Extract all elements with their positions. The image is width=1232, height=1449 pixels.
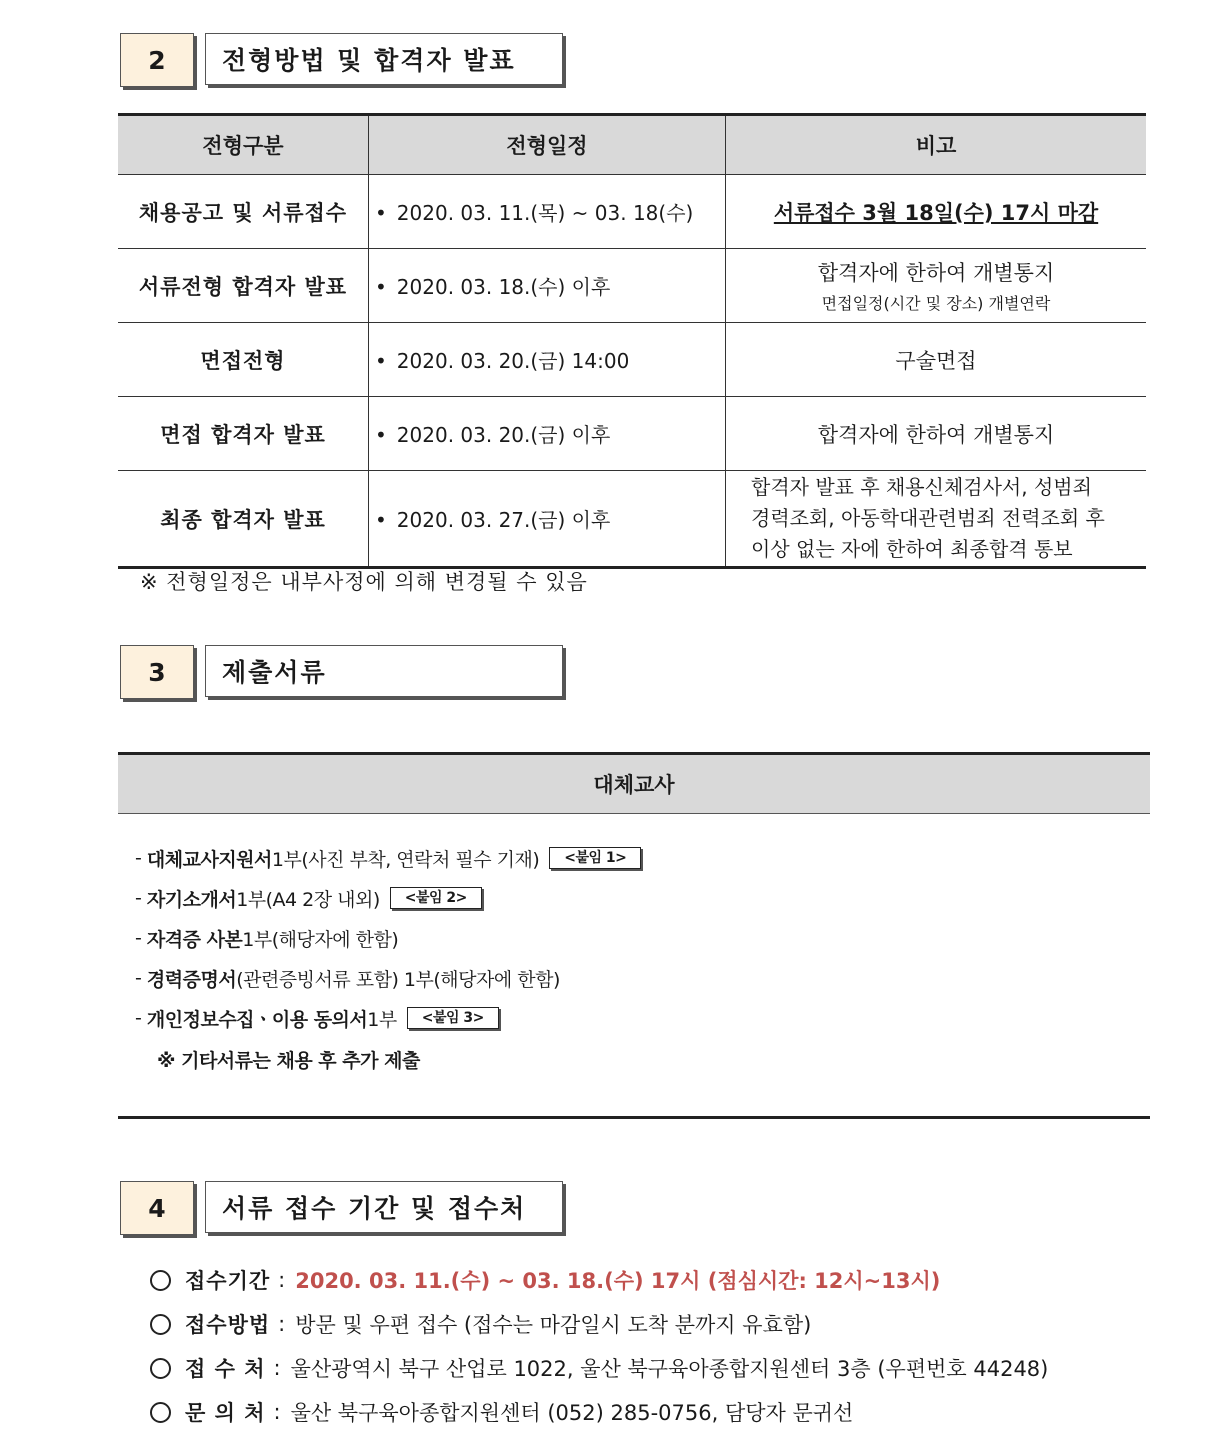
table-row <box>118 323 1146 397</box>
info-row <box>150 1390 1048 1434</box>
info-separator: : <box>273 1356 281 1380</box>
document-name: 개인정보수집ㆍ이용 동의서 <box>146 1008 368 1031</box>
list-item: - 대체교사지원서 1부(사진 부착, 연락처 필수 기재) <붙임 1> <box>135 838 641 878</box>
info-separator: : <box>273 1400 281 1424</box>
document-name: 자기소개서 <box>146 888 237 911</box>
list-item: - 개인정보수집ㆍ이용 동의서 1부 <붙임 3> <box>135 998 641 1038</box>
list-item: - 자격증 사본 1부(해당자에 한함) <box>135 918 641 958</box>
section-number: 4 <box>120 1181 194 1235</box>
circle-bullet-icon <box>150 1402 171 1423</box>
date-cell: • 2020. 03. 11.(목) ~ 03. 18(수) <box>369 175 726 249</box>
section-title: 서류 접수 기간 및 접수처 <box>205 1181 563 1233</box>
date-text: 2020. 03. 11.(목) ~ 03. 18(수) <box>396 201 694 225</box>
info-separator: : <box>278 1268 286 1292</box>
info-value: 방문 및 우편 접수 (접수는 마감일시 도착 분까지 유효함) <box>295 1313 812 1337</box>
section-divider <box>118 1116 1150 1119</box>
info-label: 접수방법 <box>185 1313 271 1337</box>
stage-cell: 서류전형 합격자 발표 <box>118 249 369 323</box>
schedule-footnote: ※ 전형일정은 내부사정에 의해 변경될 수 있음 <box>140 570 588 594</box>
note-text: 서류접수 3월 18일(수) 17시 마감 <box>773 200 1099 225</box>
list-item: - 경력증명서 (관련증빙서류 포함) 1부(해당자에 한함) <box>135 958 641 998</box>
document-name: 대체교사지원서 <box>146 848 272 871</box>
info-label: 접 수 처 <box>185 1357 266 1381</box>
section-title: 제출서류 <box>205 645 563 697</box>
info-label: 문 의 처 <box>185 1401 266 1425</box>
note-cell <box>726 397 1147 471</box>
date-text: 2020. 03. 20.(금) 14:00 <box>396 349 630 373</box>
info-separator: : <box>278 1312 286 1336</box>
date-cell: • 2020. 03. 20.(금) 이후 <box>369 397 726 471</box>
document-detail: 1부(사진 부착, 연락처 필수 기재) <box>271 848 540 871</box>
document-detail: 1부(해당자에 한함) <box>242 928 399 951</box>
info-row <box>150 1302 1048 1346</box>
note-cell <box>726 471 1147 568</box>
date-text: 2020. 03. 18.(수) 이후 <box>396 275 611 299</box>
circle-bullet-icon <box>150 1270 171 1291</box>
stage-cell: 최종 합격자 발표 <box>118 471 369 568</box>
note-cell <box>726 249 1147 323</box>
additional-documents-note: ※ 기타서류는 채용 후 추가 제출 <box>157 1049 420 1072</box>
info-value: 울산 북구육아종합지원센터 (052) 285-0756, 담당자 문귀선 <box>290 1401 854 1425</box>
column-header: 비고 <box>726 115 1147 175</box>
note-subtext: 면접일정(시간 및 장소) 개별연락 <box>821 294 1051 313</box>
attachment-tag: <붙임 1> <box>549 847 641 869</box>
schedule-table <box>118 113 1146 569</box>
attachment-tag: <붙임 2> <box>390 887 482 909</box>
note-text: 구술면접 <box>895 348 977 373</box>
section-title: 전형방법 및 합격자 발표 <box>205 33 563 85</box>
note-cell <box>726 323 1147 397</box>
note-line: 합격자 발표 후 채용신체검사서, 성범죄 <box>751 475 1092 499</box>
info-row <box>150 1258 1048 1302</box>
attachment-tag: <붙임 3> <box>407 1007 499 1029</box>
document-detail: 1부 <box>367 1008 397 1031</box>
table-row <box>118 175 1146 249</box>
submission-info <box>150 1258 1048 1434</box>
table-row <box>118 471 1146 568</box>
info-value: 2020. 03. 11.(수) ~ 03. 18.(수) 17시 (점심시간: 12시~13시) <box>295 1269 941 1293</box>
document-list <box>135 838 641 1080</box>
table-header-row <box>118 115 1146 175</box>
circle-bullet-icon <box>150 1314 171 1335</box>
date-cell: • 2020. 03. 27.(금) 이후 <box>369 471 726 568</box>
document-detail: 1부(A4 2장 내외) <box>236 888 380 911</box>
date-cell: • 2020. 03. 20.(금) 14:00 <box>369 323 726 397</box>
date-cell: • 2020. 03. 18.(수) 이후 <box>369 249 726 323</box>
document-name: 자격증 사본 <box>146 928 243 951</box>
list-item: - 자기소개서 1부(A4 2장 내외) <붙임 2> <box>135 878 641 918</box>
note-line: 이상 없는 자에 한하여 최종합격 통보 <box>751 537 1073 561</box>
info-value: 울산광역시 북구 산업로 1022, 울산 북구육아종합지원센터 3층 (우편번호 44248) <box>290 1357 1049 1381</box>
stage-cell: 면접 합격자 발표 <box>118 397 369 471</box>
table-row <box>118 397 1146 471</box>
date-text: 2020. 03. 20.(금) 이후 <box>396 423 611 447</box>
stage-cell: 면접전형 <box>118 323 369 397</box>
note-cell <box>726 175 1147 249</box>
circle-bullet-icon <box>150 1358 171 1379</box>
info-label: 접수기간 <box>185 1269 271 1293</box>
section-number: 2 <box>120 33 194 87</box>
note-text: 합격자에 한하여 개별통지 <box>817 261 1055 285</box>
note-text: 합격자에 한하여 개별통지 <box>817 422 1055 447</box>
document-category-band: 대체교사 <box>118 752 1150 814</box>
document-name: 경력증명서 <box>146 968 237 991</box>
table-row <box>118 249 1146 323</box>
section-number: 3 <box>120 645 194 699</box>
column-header: 전형일정 <box>369 115 726 175</box>
note-line: 경력조회, 아동학대관련범죄 전력조회 후 <box>751 506 1105 530</box>
info-row <box>150 1346 1048 1390</box>
date-text: 2020. 03. 27.(금) 이후 <box>396 508 611 532</box>
stage-cell: 채용공고 및 서류접수 <box>118 175 369 249</box>
document-detail: (관련증빙서류 포함) 1부(해당자에 한함) <box>236 968 560 991</box>
column-header: 전형구분 <box>118 115 369 175</box>
